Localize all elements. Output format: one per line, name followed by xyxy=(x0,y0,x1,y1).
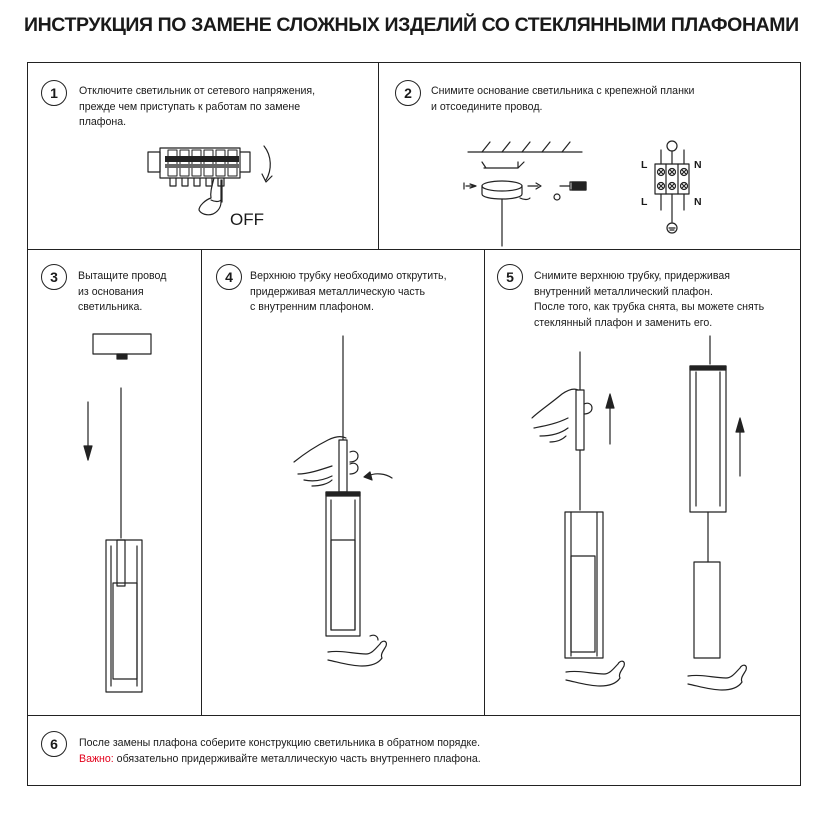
hand-support-icon-4 xyxy=(328,635,386,666)
up-arrow-icon-5a xyxy=(606,394,614,444)
step-4-line-1: Верхнюю трубку необходимо открутить, xyxy=(250,270,447,282)
step-3-line-3: светильника. xyxy=(78,301,143,313)
ceiling-mount-icon xyxy=(464,142,586,246)
step-6-line-1: После замены плафона соберите конструкцию светильника в обратном порядке. xyxy=(79,737,481,749)
hanging-lamp-icon-5b xyxy=(690,336,726,658)
page-title: ИНСТРУКЦИЯ ПО ЗАМЕНЕ СЛОЖНЫХ ИЗДЕЛИЙ СО СТЕКЛЯННЫМИ ПЛАФОНАМИ xyxy=(24,14,799,36)
hanging-lamp-icon-4 xyxy=(326,336,360,636)
terminal-label-l-bottom: L xyxy=(641,196,648,208)
hand-support-icon-5b xyxy=(688,665,746,690)
terminal-label-n-bottom: N xyxy=(694,196,702,208)
lamp-base-icon xyxy=(93,334,151,359)
step-5-number: 5 xyxy=(497,264,523,290)
step-2-line-1: Снимите основание светильника с крепежной планки xyxy=(431,85,695,97)
step-4-number: 4 xyxy=(216,264,242,290)
step-3-line-1: Вытащите провод xyxy=(78,270,167,282)
hand-support-icon-5a xyxy=(566,661,624,686)
twist-arrow-icon xyxy=(364,472,392,480)
up-arrow-icon-5b xyxy=(736,418,744,476)
step-3-line-2: из основания xyxy=(78,285,144,298)
step-1-line-2: прежде чем приступать к работам по замене xyxy=(79,100,301,113)
step-2-line-2: и отсоедините провод. xyxy=(431,100,543,113)
step-5-line-3: После того, как трубка снята, вы можете снять xyxy=(534,301,765,313)
hanging-lamp-icon-5a xyxy=(565,352,603,658)
terminal-label-l-top: L xyxy=(641,159,648,171)
terminal-block-icon xyxy=(655,141,689,233)
step-4-line-3: с внутренним плафоном. xyxy=(250,301,374,313)
step-6-warning-label: Важно: xyxy=(79,752,114,765)
step-5-line-2: внутренний металлический плафон. xyxy=(534,285,713,298)
step-1-number: 1 xyxy=(41,80,67,106)
step-6-warning-text: обязательно придерживайте металлическую часть внутреннего плафона. xyxy=(113,752,481,765)
breaker-panel-icon xyxy=(148,148,250,186)
step-1-line-1: Отключите светильник от сетевого напряжения, xyxy=(79,85,316,97)
step-5-line-4: стеклянный плафон и заменить его. xyxy=(534,316,713,329)
terminal-label-n-top: N xyxy=(694,159,702,171)
down-arrow-icon xyxy=(84,402,92,460)
step-1-line-3: плафона. xyxy=(79,116,127,128)
hand-holding-tube-icon xyxy=(294,437,358,486)
step-5-line-1: Снимите верхнюю трубку, придерживая xyxy=(534,270,730,282)
step-3-number: 3 xyxy=(41,264,67,290)
rotate-arrow-icon xyxy=(262,146,272,182)
step-2-number: 2 xyxy=(395,80,421,106)
hanging-lamp-icon-3 xyxy=(106,388,142,692)
step-4-line-2: придерживая металлическую часть xyxy=(250,285,426,298)
off-label: OFF xyxy=(230,210,264,229)
step-6-number: 6 xyxy=(41,731,67,757)
